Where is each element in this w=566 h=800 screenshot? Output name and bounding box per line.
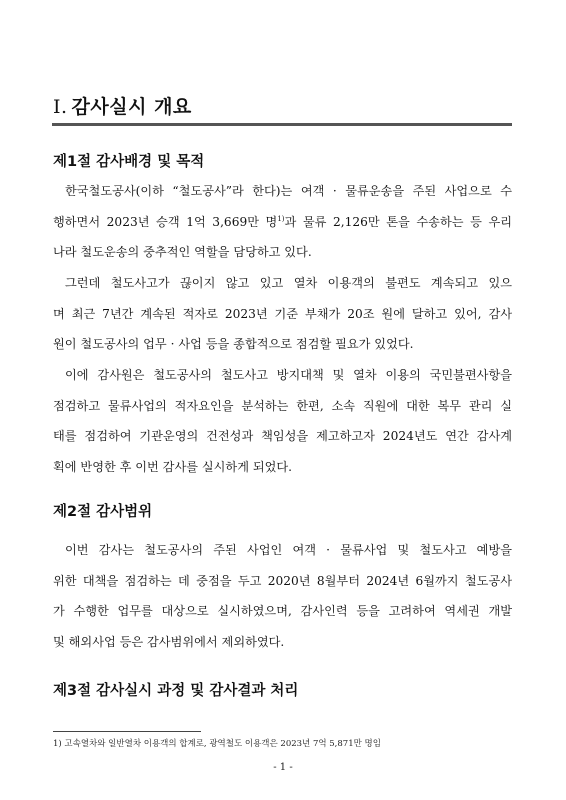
chapter-title (53, 92, 192, 119)
section-title-3: 제3절 감사실시 과정 및 감사결과 처리 (53, 683, 299, 699)
text-line: 태를 점검하여 기관운영의 건전성과 책임성을 제고하고자 2024년도 연간 감사계 (53, 429, 512, 443)
text-line: 며 최근 7년간 계속된 적자로 2023년 기준 부채가 20조 원에 달하고 있어, 감사 (53, 306, 512, 321)
text-line: 점검하고 물류사업의 적자요인을 분석하는 한편, 소속 직원에 대한 복무 관리 실 (53, 398, 512, 413)
text-line: 원이 철도공사의 업무 · 사업 등을 종합적으로 점검할 필요가 있었다. (53, 337, 414, 351)
text-line: 나라 철도운송의 중추적인 역할을 담당하고 있다. (53, 245, 312, 259)
text-line: 가 수행한 업무를 대상으로 실시하였으며, 감사인력 등을 고려하여 역세권 개발 (53, 604, 512, 618)
footnote: 1) 고속열차와 일반열차 이용객의 합계로, 광역철도 이용객은 2023년 7억 5,871만 명임 (53, 739, 381, 749)
section-title-1: 제1절 감사배경 및 목적 (53, 154, 205, 170)
section-title-2: 제2절 감사범위 (53, 504, 153, 520)
chapter-numeral: Ⅰ. (53, 96, 68, 118)
page-number: - 1 - (273, 762, 293, 773)
footnote-divider (53, 731, 201, 732)
text-line: 획에 반영한 후 이번 감사를 실시하게 되었다. (53, 459, 293, 474)
chapter-divider (52, 123, 512, 126)
paragraph-2-1 (53, 535, 512, 657)
paragraph-1-2 (53, 268, 512, 360)
text-line: 위한 대책을 점검하는 데 중점을 두고 2020년 8월부터 2024년 6월까지 철도공사 (53, 573, 512, 588)
text-line: 및 해외사업 등은 감사범위에서 제외하였다. (53, 634, 285, 649)
text-line: 그런데 철도사고가 끊이지 않고 있고 열차 이용객의 불편도 계속되고 있으 (65, 276, 512, 290)
text-segment: 과 물류 2,126만 톤을 수송하는 등 우리 (284, 214, 513, 229)
paragraph-1-3 (53, 360, 512, 482)
text-line: 이번 감사는 철도공사의 주된 사업인 여객 · 물류사업 및 철도사고 예방을 (65, 543, 512, 557)
footnote-reference[interactable]: 1) (277, 214, 285, 223)
chapter-title-text: 감사실시 개요 (71, 96, 192, 118)
paragraph-1-1 (53, 176, 512, 268)
text-line (53, 207, 512, 238)
text-segment: 행하면서 2023년 승객 1억 3,669만 명 (53, 214, 278, 229)
text-line: 한국철도공사(이하 “철도공사”라 한다)는 여객 · 물류운송을 주된 사업으로 수 (65, 184, 512, 198)
text-line: 이에 감사원은 철도공사의 철도사고 방지대책 및 열차 이용의 국민불편사항을 (65, 368, 512, 382)
